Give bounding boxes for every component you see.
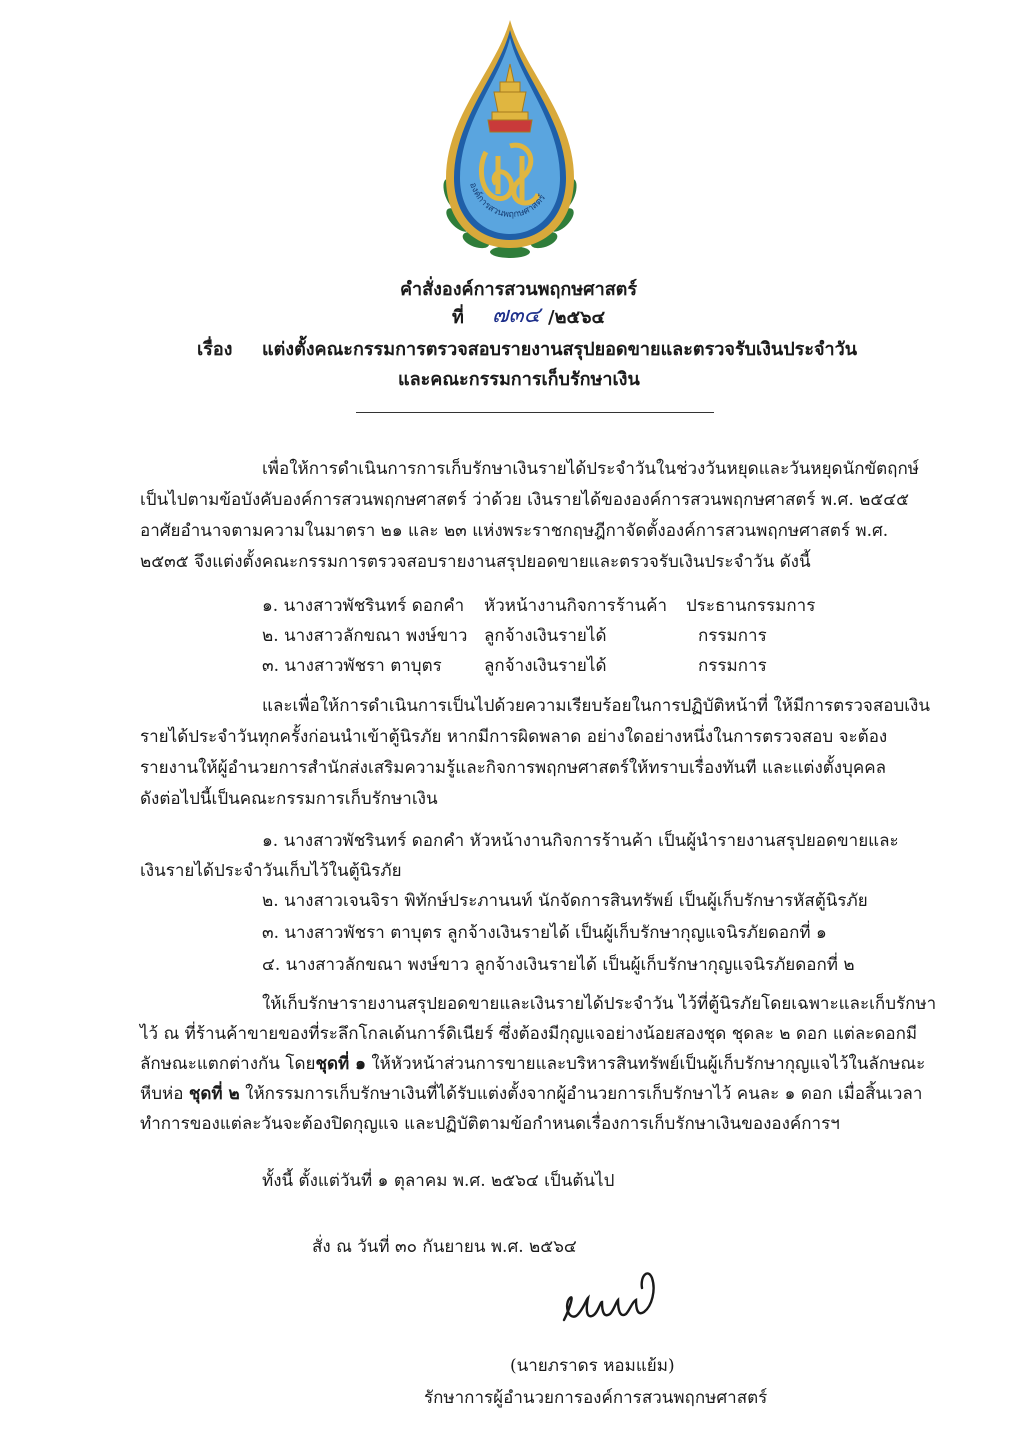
committee1-name-3: ๓. นางสาวพัชรา ตาบุตร: [262, 656, 442, 676]
committee1-role-1: ประธานกรรมการ: [686, 596, 816, 616]
committee1-role-3: กรรมการ: [698, 656, 767, 676]
committee1-position-3: ลูกจ้างเงินรายได้: [484, 656, 607, 676]
emblem-ring-text: องค์การสวนพฤกษศาสตร์: [467, 181, 548, 220]
para3-line-5: ทำการของแต่ละวันจะต้องปิดกุญแจ และปฏิบัติตามข้อกำหนดเรื่องการเก็บรักษาเงินขององค์การฯ: [140, 1114, 840, 1134]
para1-line-3: อาศัยอำนาจตามความในมาตรา ๒๑ และ ๒๓ แห่งพระราชกฤษฎีกาจัดตั้งองค์การสวนพฤกษศาสตร์ พ.ศ.: [140, 521, 889, 541]
para3-line-3: [140, 1052, 925, 1076]
para2-line-2: รายได้ประจำวันทุกครั้งก่อนนำเข้าตู้นิรภัย หากมีการผิดพลาด อย่างใดอย่างหนึ่งในการตรวจสอบ จะต้อง: [140, 727, 888, 747]
committee2-item-2: ๒. นางสาวเจนจิรา พิทักษ์ประภานนท์ นักจัดการสินทรัพย์ เป็นผู้เก็บรักษารหัสตู้นิรภัย: [262, 891, 868, 911]
organization-emblem: [438, 16, 582, 266]
para3-line-3-start: ลักษณะแตกต่างกัน โดย: [140, 1054, 316, 1074]
committee1-name-1: ๑. นางสาวพัชรินทร์ ดอกคำ: [262, 596, 465, 616]
signer-title: รักษาการผู้อำนวยการองค์การสวนพฤกษศาสตร์: [424, 1388, 768, 1408]
order-title: คำสั่งองค์การสวนพฤกษศาสตร์: [400, 279, 638, 300]
para2-line-1: และเพื่อให้การดำเนินการเป็นไปด้วยความเรียบร้อยในการปฏิบัติหน้าที่ ให้มีการตรวจสอบเงิน: [262, 696, 930, 716]
subject-line-2: และคณะกรรมการเก็บรักษาเงิน: [398, 369, 640, 390]
order-number-prefix: ที่: [452, 307, 464, 328]
para1-line-1: เพื่อให้การดำเนินการการเก็บรักษาเงินรายได้ประจำวันในช่วงวันหยุดและวันหยุดนักขัตฤกษ์: [262, 459, 919, 479]
committee2-item-1-line-2: เงินรายได้ประจำวันเก็บไว้ในตู้นิรภัย: [140, 861, 402, 881]
para2-line-4: ดังต่อไปนี้เป็นคณะกรรมการเก็บรักษาเงิน: [140, 789, 438, 809]
signing-date: สั่ง ณ วันที่ ๓๐ กันยายน พ.ศ. ๒๕๖๔: [312, 1237, 577, 1257]
signature: [556, 1268, 666, 1338]
committee1-name-2: ๒. นางสาวลักขณา พงษ์ขาว: [262, 626, 468, 646]
para3-line-4-end: ให้กรรมการเก็บรักษาเงินที่ได้รับแต่งตั้งจากผู้อำนวยการเก็บรักษาไว้ คนละ ๑ ดอก เมื่อสิ้นเวลา: [239, 1084, 923, 1104]
effective-date: ทั้งนี้ ตั้งแต่วันที่ ๑ ตุลาคม พ.ศ. ๒๕๖๔ เป็นต้นไป: [262, 1171, 615, 1191]
para1-line-4: ๒๕๓๕ จึงแต่งตั้งคณะกรรมการตรวจสอบรายงานสรุปยอดขายและตรวจรับเงินประจำวัน ดังนี้: [140, 552, 811, 572]
committee1-position-2: ลูกจ้างเงินรายได้: [484, 626, 607, 646]
subject-line-1: แต่งตั้งคณะกรรมการตรวจสอบรายงานสรุปยอดขายและตรวจรับเงินประจำวัน: [262, 339, 858, 360]
para3-line-3-end: ให้หัวหน้าส่วนการขายและบริหารสินทรัพย์เป็นผู้เก็บรักษากุญแจไว้ในลักษณะ: [365, 1054, 926, 1074]
committee2-item-4: ๔. นางสาวลักขณา พงษ์ขาว ลูกจ้างเงินรายได้ เป็นผู้เก็บรักษากุญแจนิรภัยดอกที่ ๒: [262, 955, 855, 975]
committee1-position-1: หัวหน้างานกิจการร้านค้า: [484, 596, 668, 616]
subject-label: เรื่อง: [197, 339, 233, 360]
committee2-item-3: ๓. นางสาวพัชรา ตาบุตร ลูกจ้างเงินรายได้ เป็นผู้เก็บรักษากุญแจนิรภัยดอกที่ ๑: [262, 923, 827, 943]
committee2-item-1-line-1: ๑. นางสาวพัชรินทร์ ดอกคำ หัวหน้างานกิจการร้านค้า เป็นผู้นำรายงานสรุปยอดขายและ: [262, 831, 899, 851]
para3-line-1: ให้เก็บรักษารายงานสรุปยอดขายและเงินรายได้ประจำวัน ไว้ที่ตู้นิรภัยโดยเฉพาะและเก็บรักษา: [262, 994, 937, 1014]
committee1-role-2: กรรมการ: [698, 626, 767, 646]
order-number-handwritten: ๗๓๔: [492, 303, 541, 328]
para3-line-2: ไว้ ณ ที่ร้านค้าขายของที่ระลึกโกลเด้นการ์ดิเนียร์ ซึ่งต้องมีกุญแจอย่างน้อยสองชุด ชุดละ ๒ ดอก แต่ละดอกมี: [140, 1024, 918, 1044]
order-number-suffix: /๒๕๖๔: [548, 307, 606, 328]
key-set-2: ชุดที่ ๒: [188, 1084, 240, 1104]
para2-line-3: รายงานให้ผู้อำนวยการสำนักส่งเสริมความรู้และกิจการพฤกษศาสตร์ให้ทราบเรื่องทันที และแต่งตั้งบุคคล: [140, 758, 887, 778]
para3-line-4-start: หีบห่อ: [140, 1084, 189, 1104]
signer-name: (นายภราดร หอมแย้ม): [510, 1356, 675, 1376]
para3-line-4: [140, 1082, 922, 1106]
header-divider: [356, 412, 714, 413]
para1-line-2: เป็นไปตามข้อบังคับองค์การสวนพฤกษศาสตร์ ว่าด้วย เงินรายได้ขององค์การสวนพฤกษศาสตร์ พ.ศ. ๒๕๔๕: [140, 490, 909, 510]
key-set-1: ชุดที่ ๑: [315, 1054, 366, 1074]
